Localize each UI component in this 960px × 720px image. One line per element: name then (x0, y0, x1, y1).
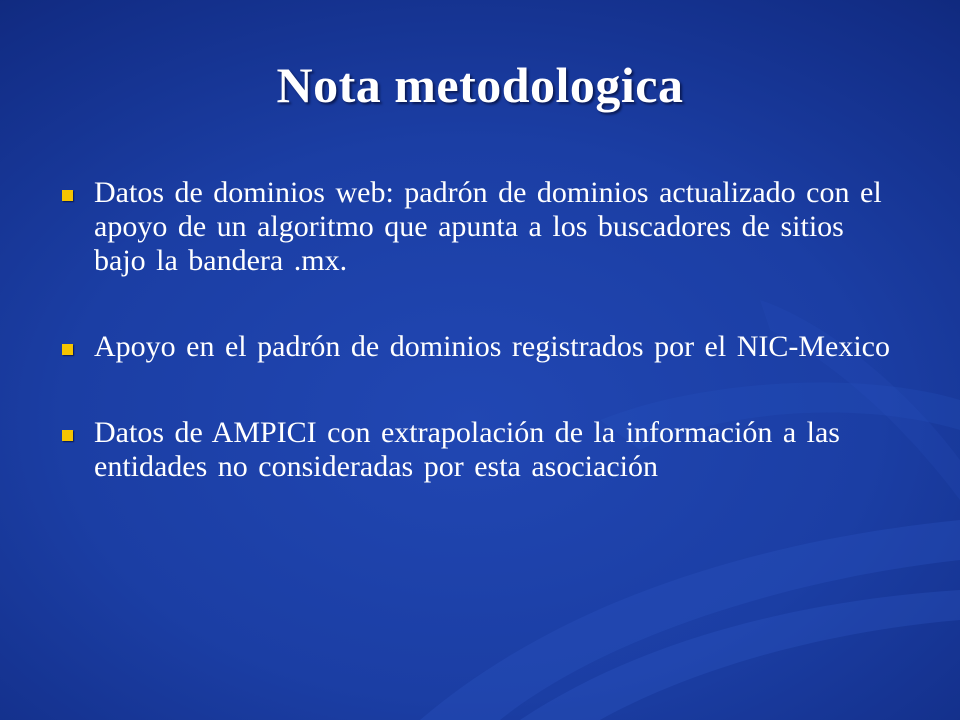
bullet-item-nic-mexico (58, 330, 898, 364)
slide-title: Nota metodologica (276, 57, 684, 113)
square-bullet-icon (62, 430, 73, 441)
bullet-text: Apoyo en el padrón de dominios registrados por el NIC-Mexico (94, 330, 890, 363)
bullet-text: Datos de AMPICI con extrapolación de la información a las entidades no consideradas por esta asociación (94, 416, 840, 483)
bullet-list (58, 176, 898, 536)
bullet-text: Datos de dominios web: padrón de dominios actualizado con el apoyo de un algoritmo que apunta a los buscadores de sitios bajo la bandera .mx. (94, 176, 882, 277)
bullet-item-ampici (58, 416, 898, 484)
square-bullet-icon (62, 190, 73, 201)
bullet-item-domains (58, 176, 898, 278)
square-bullet-icon (62, 344, 73, 355)
